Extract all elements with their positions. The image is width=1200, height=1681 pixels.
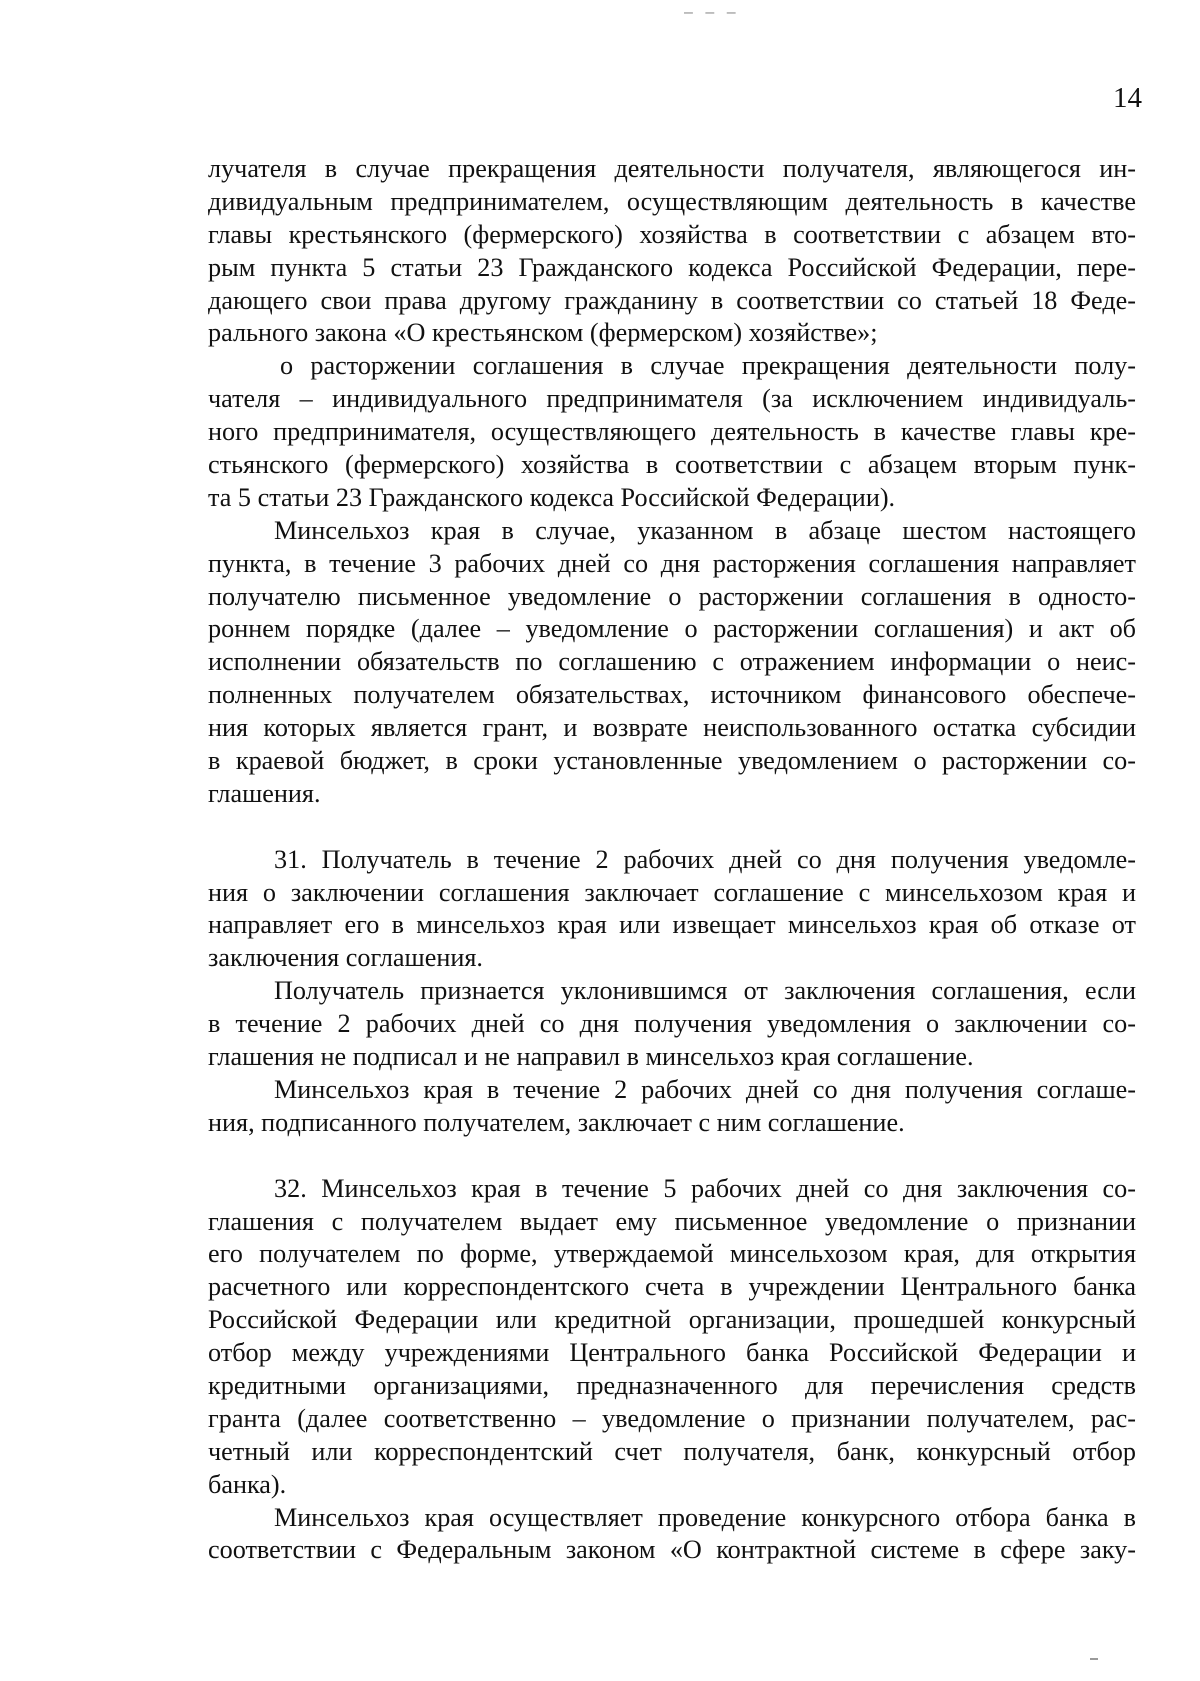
text-line: его получателем по форме, утверждаемой минсельхозом края, для открытия [208, 1239, 1136, 1269]
text-line: Получатель признается уклонившимся от заключения соглашения, если [274, 976, 1136, 1006]
paragraph [208, 350, 1136, 514]
paragraph-gap [208, 811, 1136, 844]
text-line: 32. Минсельхоз края в течение 5 рабочих дней со дня заключения со- [274, 1173, 1136, 1203]
paragraph-item-32 [208, 1173, 1136, 1502]
text-line: 31. Получатель в течение 2 рабочих дней со дня получения уведомле- [274, 844, 1136, 874]
text-line: исполнении обязательств по соглашению с отражением информации о неис- [208, 647, 1136, 677]
text-line: ния, подписанного получателем, заключает с ним соглашение. [208, 1107, 905, 1137]
text-line: рым пункта 5 статьи 23 Гражданского кодекса Российской Федерации, пере- [208, 252, 1136, 282]
text-line: дающего свои права другому гражданину в соответствии со статьей 18 Феде- [208, 285, 1136, 315]
text-line: расчетного или корреспондентского счета в учреждении Центрального банка [208, 1272, 1136, 1302]
page-number: 14 [1113, 82, 1142, 114]
text-line: роннем порядке (далее – уведомление о расторжении соглашения) и акт об [208, 614, 1136, 644]
text-line: в краевой бюджет, в сроки установленные уведомлением о расторжении со- [208, 746, 1136, 776]
text-line: Российской Федерации или кредитной организации, прошедшей конкурсный [208, 1305, 1136, 1335]
text-line: Минсельхоз края осуществляет проведение конкурсного отбора банка в [274, 1502, 1136, 1532]
text-line: банка). [208, 1469, 287, 1499]
text-line: кредитными организациями, предназначенного для перечисления средств [208, 1370, 1136, 1400]
text-line: гранта (далее соответственно – уведомление о признании получателем, рас- [208, 1403, 1136, 1433]
text-line: о расторжении соглашения в случае прекращения деятельности полу- [280, 351, 1136, 381]
text-line: глашения. [208, 778, 321, 808]
document-body [208, 153, 1136, 1567]
text-line: направляет его в минсельхоз края или извещает минсельхоз края об отказе от [208, 910, 1136, 940]
paragraph-gap [208, 1140, 1136, 1173]
paragraph [208, 515, 1136, 811]
top-scan-marks: – – – [684, 4, 740, 21]
text-line: лучателя в случае прекращения деятельности получателя, являющегося ин- [208, 154, 1136, 183]
text-line: дивидуальным предпринимателем, осуществляющим деятельность в качестве [208, 186, 1136, 216]
text-line: глашения с получателем выдает ему письменное уведомление о признании [208, 1206, 1136, 1236]
text-line: главы крестьянского (фермерского) хозяйства в соответствии с абзацем вто- [208, 219, 1136, 249]
text-line: в течение 2 рабочих дней со дня получения уведомления о заключении со- [208, 1009, 1136, 1039]
text-line: заключения соглашения. [208, 943, 483, 973]
text-line: получателю письменное уведомление о расторжении соглашения в односто- [208, 581, 1136, 611]
paragraph [208, 1502, 1136, 1568]
text-line: соответствии с Федеральным законом «О контрактной системе в сфере заку- [208, 1535, 1136, 1565]
text-line: Минсельхоз края в случае, указанном в абзаце шестом настоящего [274, 515, 1136, 545]
text-line: Минсельхоз края в течение 2 рабочих дней со дня получения соглаше- [274, 1074, 1136, 1104]
text-line: четный или корреспондентский счет получателя, банк, конкурсный отбор [208, 1436, 1136, 1466]
text-line: отбор между учреждениями Центрального банка Российской Федерации и [208, 1338, 1136, 1368]
text-line: пункта, в течение 3 рабочих дней со дня расторжения соглашения направляет [208, 548, 1136, 578]
text-line: глашения не подписал и не направил в минсельхоз края соглашение. [208, 1042, 974, 1072]
scan-speck [1090, 1658, 1098, 1660]
text-line: рального закона «О крестьянском (фермерском) хозяйстве»; [208, 318, 878, 348]
text-line: чателя – индивидуального предпринимателя (за исключением индивидуаль- [208, 384, 1136, 414]
text-line: ния которых является грант, и возврате неиспользованного остатка субсидии [208, 713, 1136, 743]
paragraph [208, 153, 1136, 350]
text-line: та 5 статьи 23 Гражданского кодекса Российской Федерации). [208, 482, 896, 512]
paragraph [208, 1074, 1136, 1140]
text-line: ния о заключении соглашения заключает соглашение с минсельхозом края и [208, 877, 1136, 907]
text-line: полненных получателем обязательствах, источником финансового обеспече- [208, 680, 1136, 710]
paragraph-item-31 [208, 844, 1136, 976]
text-line: ного предпринимателя, осуществляющего деятельность в качестве главы кре- [208, 417, 1136, 447]
paragraph [208, 975, 1136, 1074]
text-line: стьянского (фермерского) хозяйства в соответствии с абзацем вторым пунк- [208, 450, 1136, 480]
